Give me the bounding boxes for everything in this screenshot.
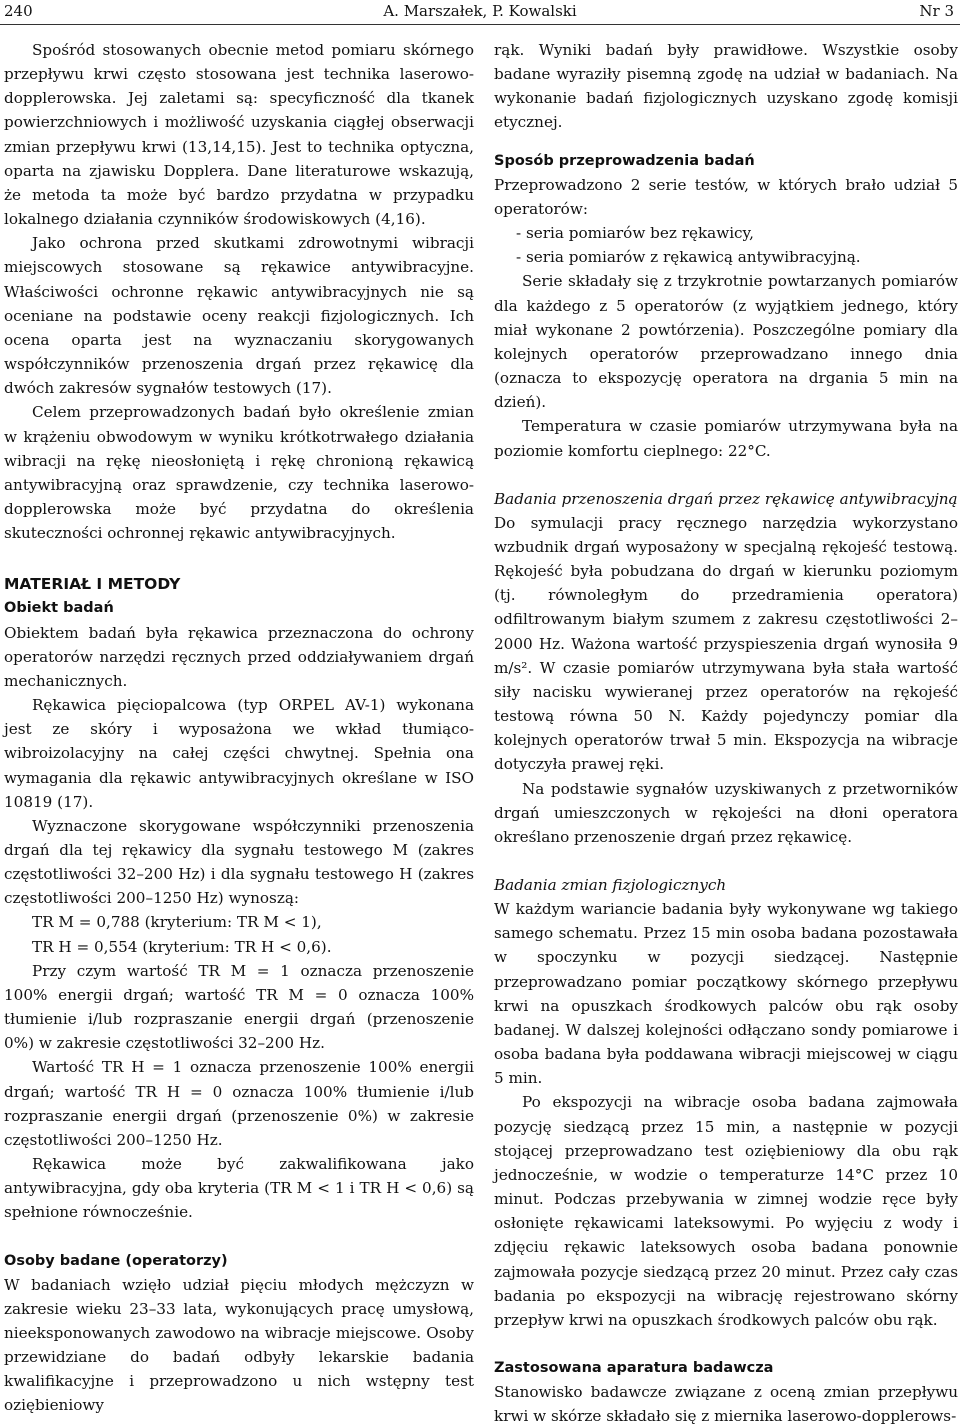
- subheading-transmission: Badania przenoszenia drgań przez rękawicę antywibracyjną: [494, 489, 958, 508]
- subjects-paragraph: W badaniach wzięło udział pięciu młodych mężczyzn w zakresie wieku 23–33 lata, wykonujących pracę umysłową, nieeksponowanych zawodowo na wibracje miejscowe. Osoby przewidziane do badań odbyły lekarskie badania kwalifikacyjne i przeprowadzono u nich wstępny test oziębieniowy: [4, 1275, 474, 1415]
- page-number: 240: [4, 2, 33, 20]
- object-paragraph-1: Obiektem badań była rękawica przeznaczona do ochrony operatorów narzędzi ręcznych przed oddziaływaniem drgań mechanicznych.: [4, 623, 474, 690]
- transmission-paragraph-1: Do symulacji pracy ręcznego narzędzia wykorzystano wzbudnik drgań wyposażony w specjalną rękojeść testową. Rękojeść była pobudzana do drgań w kierunku poziomym (tj. równoległym do przedramienia operatora) odfiltrowanym białym szumem z zakresu częstotliwości 2–2000 Hz. Ważona wartość przyspieszenia drgań wynosiła 9 m/s². W czasie pomiarów utrzymywana była stała wartość siły nacisku wywieranej przez operatorów na rękojeść testową równa 50 N. Każdy pojedynczy pomiar dla kolejnych operatorów trwał 5 min. Ekspozycja na wibracje dotyczyła prawej ręki.: [494, 513, 958, 774]
- list-item-without-glove: - seria pomiarów bez rękawicy,: [516, 224, 754, 243]
- physiology-paragraph-1: W każdym wariancie badania były wykonywane wg takiego samego schematu. Przez 15 min osoba badana pozostawała w spoczynku w pozycji siedzącej. Następnie przeprowadzano pomiar początkowy skórnego przepływu krwi na opuszkach środkowych palców obu rąk osoby badanej. W dalszej kolejności odłączano sondy pomiarowe i osoba badana była poddawana wibracji miejscowej w ciągu 5 min.: [494, 900, 958, 1088]
- physiology-paragraph-2: Po ekspozycji na wibracje osoba badana zajmowała pozycję siedzącą przez 15 min, a następnie w pozycji stojącej przeprowadzano test oziębieniowy dla obu rąk jednocześnie, w wodzie o temperaturze 14°C przez 10 minut. Podczas przebywania w zimnej wodzie ręce były osłonięte rękawicami lateksowymi. Po wyjęciu z wody i zdjęciu rękawic lateksowych osoba badana ponownie zajmowała pozycje siedzącą przez 20 minut. Przez cały czas badania po ekspozycji na wibrację rejestrowano skórny przepływ krwi na opuszkach środkowych palców obu rąk.: [494, 1093, 958, 1329]
- page-header: [0, 0, 960, 24]
- spacer: [494, 463, 958, 487]
- object-paragraph-4: Przy czym wartość TR M = 1 oznacza przenoszenie 100% energii drgań; wartość TR M = 0 oznacza 100% tłumienie i/lub rozpraszanie energii drgań (przenoszenie 0%) w zakresie częstotliwości 32–200 Hz.: [4, 961, 474, 1053]
- subheading-apparatus: Zastosowana aparatura badawcza: [494, 1359, 774, 1376]
- object-paragraph-6: Rękawica może być zakwalifikowana jako antywibracyjna, gdy oba kryteria (TR M < 1 i TR H < 0,6) są spełnione równocześnie.: [4, 1155, 474, 1222]
- right-column: [494, 38, 958, 1428]
- subheading-subjects: Osoby badane (operatorzy): [4, 1252, 228, 1269]
- object-paragraph-3: Wyznaczone skorygowane współczynniki przenoszenia drgań dla tej rękawicy dla sygnału testowego M (zakres częstotliwości 32–200 Hz) i dla sygnału testowego H (zakres częstotliwości 200–1250 Hz) wynoszą:: [4, 816, 474, 908]
- spacer: [494, 135, 958, 149]
- running-head-authors: A. Marszałek, P. Kowalski: [383, 2, 577, 20]
- header-rule: [0, 24, 960, 25]
- subheading-procedure: Sposób przeprowadzenia badań: [494, 152, 755, 169]
- intro-paragraph-2: Jako ochrona przed skutkami zdrowotnymi wibracji miejscowych stosowane są rękawice antywibracyjne. Właściwości ochronne rękawic antywibracyjnych nie są oceniane na podstawie oceny reakcji fizjologicznych. Ich ocena oparta jest na wyznaczaniu skorygowanych współczynników przenoszenia drgań przez rękawicę dla dwóch zakresów sygnałów testowych (17).: [4, 234, 474, 398]
- procedure-paragraph-3: Temperatura w czasie pomiarów utrzymywana była na poziomie komfortu cieplnego: 22°C.: [494, 417, 958, 460]
- subjects-paragraph-continued: rąk. Wyniki badań były prawidłowe. Wszystkie osoby badane wyraziły pisemną zgodę na udział w badaniach. Na wykonanie badań fizjologicznych uzyskano zgodę komisji etycznej.: [494, 41, 958, 132]
- spacer: [4, 545, 474, 559]
- spacer: [494, 849, 958, 873]
- section-heading-methods: MATERIAŁ I METODY: [4, 575, 181, 594]
- intro-paragraph-1: Spośród stosowanych obecnie metod pomiaru skórnego przepływu krwi często stosowana jest technika laserowo-dopplerowska. Jej zaletami są: specyficzność dla tkanek powierzchniowych i możliwość uzyskania ciągłej obserwacji zmian przepływu krwi (13,14,15). Jest to technika optyczna, oparta na zjawisku Dopplera. Dane literaturowe wskazują, że metoda ta może być bardzo przydatna w przypadku lokalnego działania czynników środowiskowych (4,16).: [4, 41, 474, 229]
- procedure-paragraph-2: Serie składały się z trzykrotnie powtarzanych pomiarów dla każdego z 5 operatorów (z wyjątkiem jednego, który miał wykonane 2 powtórzenia). Poszczególne pomiary dla kolejnych operatorów przeprowadzano innego dnia (oznacza to ekspozycję operatora na drgania 5 min na dzień).: [494, 272, 958, 412]
- object-paragraph-5: Wartość TR H = 1 oznacza przenoszenie 100% energii drgań; wartość TR H = 0 oznacza 100% tłumienie i/lub rozpraszanie energii drgań (przenoszenie 0%) w zakresie częstotliwości 200–1250 Hz.: [4, 1058, 474, 1149]
- equation-tr-h: TR H = 0,554 (kryterium: TR H < 0,6).: [32, 937, 332, 956]
- transmission-paragraph-2: Na podstawie sygnałów uzyskiwanych z przetworników drgań umieszczonych w rękojeści na dłoni operatora określano przenoszenie drgań przez rękawicę.: [494, 779, 958, 846]
- spacer: [4, 1225, 474, 1249]
- left-column: [4, 38, 474, 1418]
- subheading-object: Obiekt badań: [4, 600, 114, 617]
- apparatus-paragraph: Stanowisko badawcze związane z oceną zmian przepływu krwi w skórze składało się z miernika laserowo-dopplerows-: [494, 1383, 958, 1426]
- subheading-physiology: Badania zmian fizjologicznych: [494, 876, 727, 894]
- equation-tr-m: TR M = 0,788 (kryterium: TR M < 1),: [32, 913, 322, 932]
- object-paragraph-2: Rękawica pięciopalcowa (typ ORPEL AV-1) wykonana jest ze skóry i wyposażona we wkład tłumiąco-wibroizolacyjny na całej części chwytnej. Spełnia ona wymagania dla rękawic antywibracyjnych określane w ISO 10819 (17).: [4, 696, 474, 811]
- procedure-paragraph-1: Przeprowadzono 2 serie testów, w których brało udział 5 operatorów:: [494, 175, 958, 218]
- list-item-with-glove: - seria pomiarów z rękawicą antywibracyjną.: [516, 248, 861, 267]
- spacer: [494, 1332, 958, 1356]
- intro-paragraph-3: Celem przeprowadzonych badań było określenie zmian w krążeniu obwodowym w wyniku krótkotrwałego działania wibracji na rękę nieosłoniętą i rękę chronioną rękawicą antywibracyjną oraz sprawdzenie, czy technika laserowo-dopplerowska może być przydatna do określenia skuteczności ochronnej rękawic antywibracyjnych.: [4, 403, 474, 543]
- issue-number: Nr 3: [919, 2, 954, 20]
